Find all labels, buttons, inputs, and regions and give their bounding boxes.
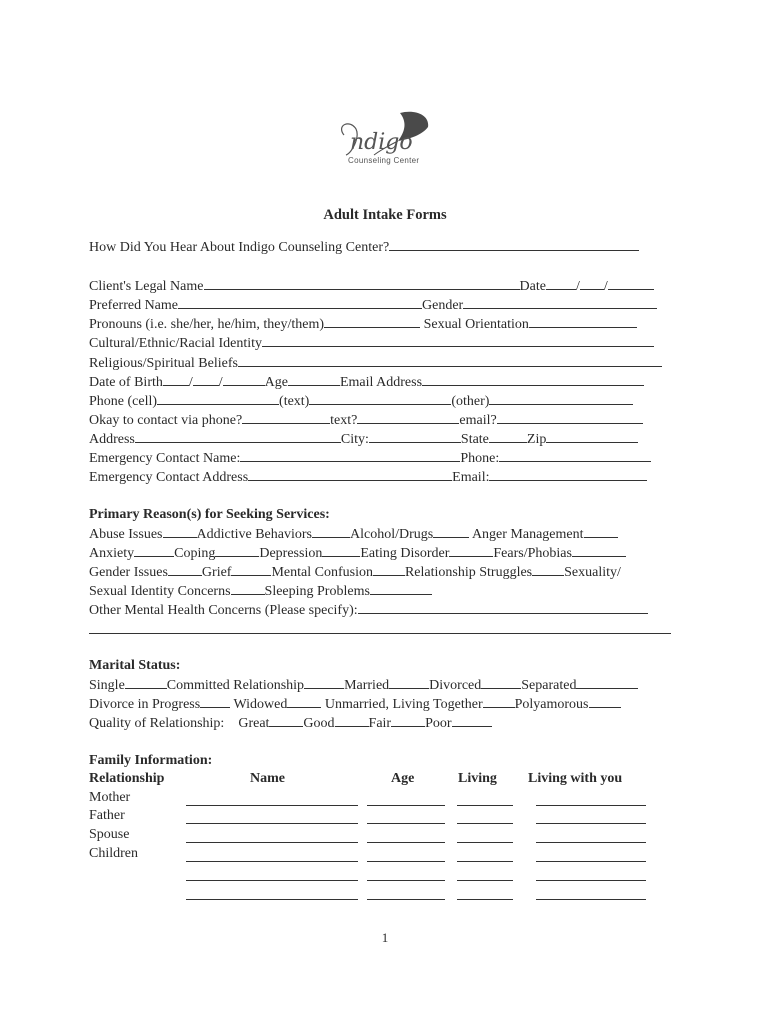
gender-issues-field[interactable] — [168, 563, 202, 576]
family-field-living[interactable] — [457, 842, 513, 843]
married-label: Married — [344, 678, 390, 693]
relationship-field[interactable] — [532, 563, 564, 576]
eating-label: Eating Disorder — [360, 546, 450, 561]
good-field[interactable] — [335, 714, 369, 727]
eating-field[interactable] — [449, 544, 493, 557]
depression-label: Depression — [259, 546, 323, 561]
family-field-age[interactable] — [367, 899, 445, 900]
family-field-age[interactable] — [367, 880, 445, 881]
sleeping-field[interactable] — [370, 582, 432, 595]
phone-cell-field[interactable] — [157, 392, 279, 405]
poor-field[interactable] — [452, 714, 492, 727]
svg-text:ndigo: ndigo — [350, 130, 413, 155]
okay-email-field[interactable] — [497, 411, 643, 424]
emergency-phone-field[interactable] — [499, 449, 651, 462]
legal-name-row: Client's Legal Name Date / / — [89, 277, 654, 296]
phone-text-field[interactable] — [309, 392, 451, 405]
religious-label: Religious/Spiritual Beliefs — [89, 356, 238, 371]
sexuality-label: Sexuality/ — [564, 565, 621, 580]
single-field[interactable] — [125, 676, 167, 689]
family-field-age[interactable] — [367, 823, 445, 824]
email-address-field[interactable] — [422, 373, 644, 386]
emergency-name-label: Emergency Contact Name: — [89, 451, 241, 466]
family-row-label: Children — [89, 846, 138, 861]
reasons-heading: Primary Reason(s) for Seeking Services: — [89, 507, 330, 522]
great-label: Great — [238, 716, 270, 731]
quality-label: Quality of Relationship: — [89, 716, 225, 731]
family-field-living[interactable] — [457, 880, 513, 881]
emergency-email-field[interactable] — [489, 468, 647, 481]
anger-label: Anger Management — [471, 527, 584, 542]
family-field-living-with-you[interactable] — [536, 823, 646, 824]
sexual-orientation-label: Sexual Orientation — [423, 317, 529, 332]
family-field-living-with-you[interactable] — [536, 842, 646, 843]
zip-label: Zip — [526, 432, 547, 447]
separated-label: Separated — [521, 678, 577, 693]
date-label: Date — [519, 279, 546, 294]
fears-label: Fears/Phobias — [493, 546, 572, 561]
family-field-name[interactable] — [186, 823, 358, 824]
preferred-name-label: Preferred Name — [89, 298, 179, 313]
family-field-name[interactable] — [186, 899, 358, 900]
fair-label: Fair — [368, 716, 392, 731]
family-field-name[interactable] — [186, 842, 358, 843]
date-month-field[interactable] — [546, 277, 576, 290]
email-address-label: Email Address — [339, 375, 423, 390]
divorce-progress-label: Divorce in Progress — [89, 697, 201, 712]
legal-name-field[interactable] — [204, 277, 520, 290]
family-field-living[interactable] — [457, 823, 513, 824]
divorce-progress-field[interactable] — [200, 695, 230, 708]
family-field-living-with-you[interactable] — [536, 805, 646, 806]
gender-field[interactable] — [463, 296, 657, 309]
cultural-field[interactable] — [262, 334, 654, 347]
pronouns-field[interactable] — [324, 315, 420, 328]
emergency-address-label: Emergency Contact Address — [89, 470, 249, 485]
okay-contact-row — [89, 411, 643, 430]
family-row-label: Father — [89, 808, 125, 823]
emergency-name-field[interactable] — [240, 449, 460, 462]
other-concerns-extra-line[interactable] — [89, 633, 671, 634]
col-living: Living — [458, 771, 497, 786]
reasons-row-5 — [89, 601, 648, 620]
sexual-identity-field[interactable] — [231, 582, 265, 595]
family-field-living-with-you[interactable] — [536, 880, 646, 881]
logo-subtitle: Counseling Center — [348, 156, 420, 165]
single-label: Single — [89, 678, 125, 693]
religious-row — [89, 354, 662, 373]
polyamorous-field[interactable] — [589, 695, 621, 708]
widowed-field[interactable] — [287, 695, 321, 708]
date-year-field[interactable] — [608, 277, 654, 290]
divorced-field[interactable] — [481, 676, 521, 689]
family-field-living[interactable] — [457, 805, 513, 806]
sexual-orientation-field[interactable] — [529, 315, 637, 328]
divorced-label: Divorced — [429, 678, 482, 693]
okay-text-label: text? — [330, 413, 358, 428]
other-concerns-label: Other Mental Health Concerns (Please specify): — [89, 603, 358, 618]
sleeping-label: Sleeping Problems — [264, 584, 370, 599]
widowed-label: Widowed — [233, 697, 288, 712]
dob-label: Date of Birth — [89, 375, 163, 390]
reasons-row-4 — [89, 582, 432, 601]
family-field-living-with-you[interactable] — [536, 861, 646, 862]
family-field-living[interactable] — [457, 899, 513, 900]
referral-label: How Did You Hear About Indigo Counseling Center? — [89, 240, 390, 255]
family-row-label: Mother — [89, 790, 131, 805]
great-field[interactable] — [269, 714, 303, 727]
col-living-with-you: Living with you — [528, 771, 623, 786]
alcohol-field[interactable] — [433, 525, 469, 538]
family-field-name[interactable] — [186, 880, 358, 881]
page-number: 1 — [381, 930, 389, 945]
separated-field[interactable] — [576, 676, 638, 689]
preferred-name-row — [89, 296, 657, 315]
reasons-row-2 — [89, 544, 626, 563]
religious-field[interactable] — [238, 354, 662, 367]
phone-cell-label: Phone (cell) — [89, 394, 158, 409]
marital-heading: Marital Status: — [89, 658, 181, 673]
anxiety-label: Anxiety — [89, 546, 135, 561]
family-field-living[interactable] — [457, 861, 513, 862]
referral-field[interactable] — [389, 238, 639, 251]
sexual-identity-label: Sexual Identity Concerns — [89, 584, 231, 599]
zip-field[interactable] — [546, 430, 638, 443]
family-field-age[interactable] — [367, 805, 445, 806]
committed-label: Committed Relationship — [166, 678, 305, 693]
anger-field[interactable] — [584, 525, 618, 538]
state-field[interactable] — [489, 430, 527, 443]
depression-field[interactable] — [322, 544, 360, 557]
emergency-phone-label: Phone: — [460, 451, 500, 466]
committed-field[interactable] — [304, 676, 344, 689]
dob-day-field[interactable] — [193, 373, 219, 386]
state-label: State — [460, 432, 489, 447]
gender-label: Gender — [422, 298, 464, 313]
phone-other-label: (other) — [451, 394, 490, 409]
family-row-label: Spouse — [89, 827, 130, 842]
poor-label: Poor — [425, 716, 452, 731]
reasons-row-3 — [89, 563, 621, 582]
emergency-email-label: Email: — [452, 470, 490, 485]
other-concerns-field[interactable] — [358, 601, 648, 614]
okay-contact-label: Okay to contact via phone? — [89, 413, 243, 428]
page-title: Adult Intake Forms — [323, 207, 447, 223]
fears-field[interactable] — [572, 544, 626, 557]
alcohol-label: Alcohol/Drugs — [349, 527, 434, 542]
age-field[interactable] — [288, 373, 340, 386]
grief-label: Grief — [201, 565, 232, 580]
mental-confusion-label: Mental Confusion — [271, 565, 373, 580]
gender-issues-label: Gender Issues — [89, 565, 168, 580]
dob-month-field[interactable] — [163, 373, 189, 386]
col-age: Age — [391, 771, 415, 786]
polyamorous-label: Polyamorous — [514, 697, 589, 712]
date-day-field[interactable] — [580, 277, 604, 290]
col-relationship: Relationship — [89, 771, 165, 786]
coping-label: Coping — [174, 546, 216, 561]
family-field-living-with-you[interactable] — [536, 899, 646, 900]
abuse-label: Abuse Issues — [89, 527, 163, 542]
family-field-age[interactable] — [367, 861, 445, 862]
pronouns-row — [89, 315, 637, 334]
reasons-row-1 — [89, 525, 618, 544]
marital-row-2 — [89, 695, 621, 714]
marital-row-1 — [89, 676, 638, 695]
okay-phone-field[interactable] — [242, 411, 330, 424]
fair-field[interactable] — [391, 714, 425, 727]
coping-field[interactable] — [215, 544, 259, 557]
address-field[interactable] — [135, 430, 341, 443]
addictive-field[interactable] — [312, 525, 350, 538]
mental-confusion-field[interactable] — [373, 563, 405, 576]
phone-other-field[interactable] — [489, 392, 633, 405]
unmarried-field[interactable] — [483, 695, 515, 708]
address-row — [89, 430, 638, 449]
phone-text-label: (text) — [279, 394, 310, 409]
family-field-name[interactable] — [186, 805, 358, 806]
married-field[interactable] — [389, 676, 429, 689]
unmarried-label: Unmarried, Living Together — [324, 697, 483, 712]
cultural-row — [89, 334, 654, 353]
relationship-label: Relationship Struggles — [404, 565, 533, 580]
emergency-address-row — [89, 468, 647, 487]
abuse-field[interactable] — [163, 525, 197, 538]
phone-row — [89, 392, 633, 411]
preferred-name-field[interactable] — [178, 296, 422, 309]
marital-row-3 — [89, 714, 492, 733]
family-field-age[interactable] — [367, 842, 445, 843]
pronouns-label: Pronouns (i.e. she/her, he/him, they/them) — [89, 317, 325, 332]
anxiety-field[interactable] — [134, 544, 174, 557]
address-label: Address — [89, 432, 135, 447]
good-label: Good — [303, 716, 335, 731]
legal-name-label: Client's Legal Name — [89, 279, 204, 294]
dob-year-field[interactable] — [223, 373, 265, 386]
city-field[interactable] — [369, 430, 461, 443]
grief-field[interactable] — [231, 563, 271, 576]
family-field-name[interactable] — [186, 861, 358, 862]
okay-email-label: email? — [459, 413, 497, 428]
emergency-address-field[interactable] — [248, 468, 452, 481]
okay-text-field[interactable] — [357, 411, 459, 424]
addictive-label: Addictive Behaviors — [196, 527, 312, 542]
city-label: City: — [340, 432, 369, 447]
emergency-name-row — [89, 449, 651, 468]
age-label: Age — [264, 375, 288, 390]
dob-row: Date of Birth / / Age Email Address — [89, 373, 644, 392]
col-name: Name — [250, 771, 285, 786]
cultural-label: Cultural/Ethnic/Racial Identity — [89, 336, 263, 351]
referral-row — [89, 238, 639, 257]
family-heading: Family Information: — [89, 753, 213, 768]
